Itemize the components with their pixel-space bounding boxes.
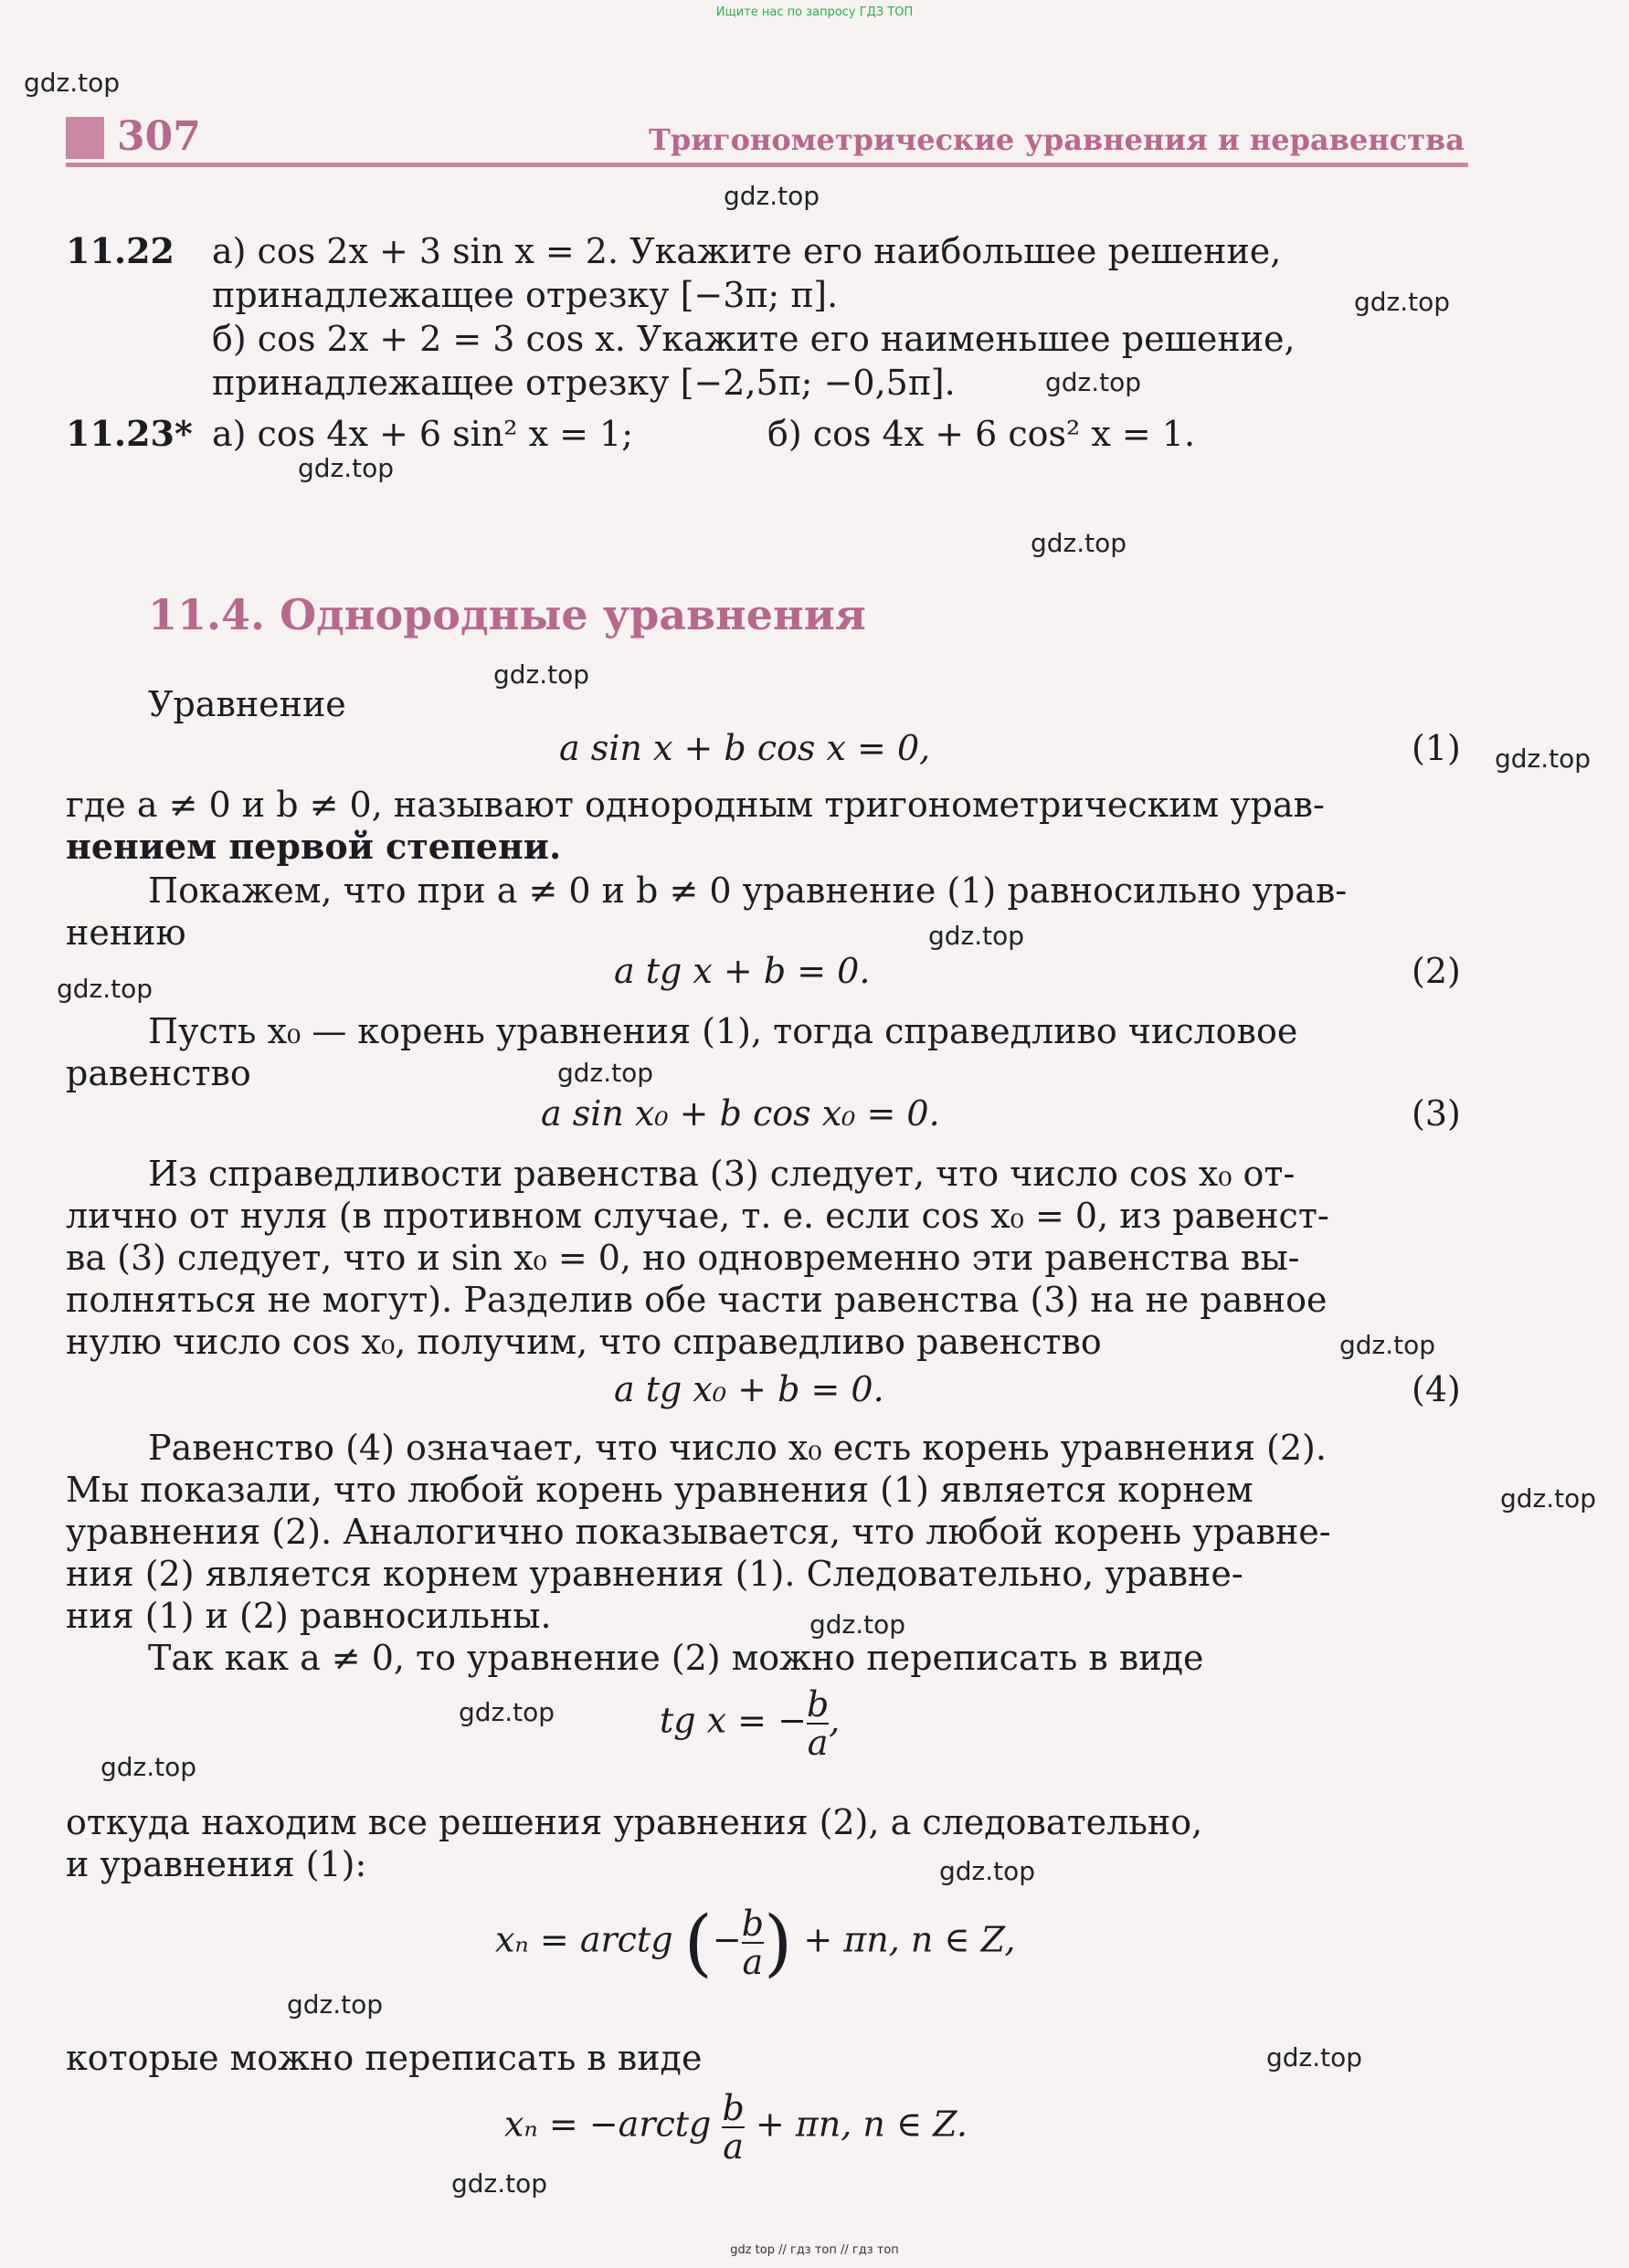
paragraph-text: Пусть x₀ — корень уравнения (1), тогда справедливо числовое xyxy=(148,1011,1298,1051)
watermark: gdz.top xyxy=(939,1856,1036,1886)
fraction-b-over-a xyxy=(722,2090,744,2165)
watermark: gdz.top xyxy=(1045,367,1142,397)
paragraph-text: Из справедливости равенства (3) следует, что число cos x₀ от- xyxy=(148,1154,1296,1194)
paragraph-text: Уравнение xyxy=(148,684,346,724)
equation-number-1: (1) xyxy=(1412,728,1461,768)
watermark: gdz.top xyxy=(459,1697,555,1727)
fraction-numerator: b xyxy=(741,1904,765,1944)
watermark: gdz.top xyxy=(24,68,121,98)
exercise-11-22-b-line2: принадлежащее отрезку [−2,5π; −0,5π]. xyxy=(212,363,956,403)
exercise-11-22-b-line1: б) cos 2x + 2 = 3 cos x. Укажите его наименьшее решение, xyxy=(212,319,1296,359)
right-paren: ) xyxy=(764,1900,793,1985)
paragraph-text: которые можно переписать в виде xyxy=(66,2038,703,2078)
exercise-11-23-a: а) cos 4x + 6 sin² x = 1; xyxy=(212,414,634,454)
watermark: gdz.top xyxy=(100,1752,197,1782)
fraction-denominator: a xyxy=(807,1723,829,1763)
section-title: 11.4. Однородные уравнения xyxy=(148,590,866,639)
header-rule xyxy=(66,163,1468,167)
equation-2: a tg x + b = 0. xyxy=(614,951,871,991)
watermark: gdz.top xyxy=(1266,2042,1363,2073)
equation-4: a tg x₀ + b = 0. xyxy=(614,1369,884,1409)
watermark: gdz.top xyxy=(451,2168,548,2199)
paragraph-text: откуда находим все решения уравнения (2), а следовательно, xyxy=(66,1802,1203,1842)
watermark: gdz.top xyxy=(298,453,395,483)
fraction-numerator: b xyxy=(806,1684,830,1725)
equation-5-right: , xyxy=(829,1700,841,1741)
exercise-number-11-23: 11.23* xyxy=(66,413,193,454)
watermark: gdz.top xyxy=(1339,1330,1436,1360)
page-number-box xyxy=(66,117,104,159)
equation-5-left: tg x = − xyxy=(660,1700,807,1741)
running-head: Тригонометрические уравнения и неравенства xyxy=(649,122,1465,157)
fraction-b-over-a xyxy=(742,1905,764,1980)
paragraph-text: лично от нуля (в противном случае, т. е. если cos x₀ = 0, из равенст- xyxy=(66,1196,1329,1236)
paragraph-text: и уравнения (1): xyxy=(66,1844,367,1884)
paragraph-text: ния (1) и (2) равносильны. xyxy=(66,1596,552,1636)
equation-6-left: xₙ = arctg xyxy=(495,1919,673,1960)
equation-number-2: (2) xyxy=(1412,951,1461,991)
top-banner: Ищите нас по запросу ГДЗ ТОП xyxy=(715,5,914,19)
paragraph-text: нению xyxy=(66,912,186,953)
paragraph-text: равенство xyxy=(66,1053,251,1093)
page-number: 307 xyxy=(117,113,201,160)
equation-3: a sin x₀ + b cos x₀ = 0. xyxy=(541,1093,940,1134)
watermark: gdz.top xyxy=(1500,1483,1597,1514)
watermark: gdz.top xyxy=(557,1058,654,1088)
exercise-11-22-a-line2: принадлежащее отрезку [−3π; π]. xyxy=(212,275,839,315)
paragraph-text: Так как a ≠ 0, то уравнение (2) можно переписать в виде xyxy=(148,1638,1204,1678)
watermark: gdz.top xyxy=(1031,528,1127,558)
watermark: gdz.top xyxy=(724,181,820,211)
equation-7 xyxy=(504,2090,968,2165)
equation-number-4: (4) xyxy=(1412,1369,1461,1409)
watermark: gdz.top xyxy=(809,1609,906,1640)
watermark: gdz.top xyxy=(1354,287,1451,317)
equation-1: a sin x + b cos x = 0, xyxy=(559,728,931,768)
paragraph-text: Равенство (4) означает, что число x₀ есть корень уравнения (2). xyxy=(148,1428,1327,1468)
equation-5 xyxy=(660,1686,840,1761)
equation-6: xₙ = arctg (− $\frac{b}{a}$ ) + πn, n ∈ Z, xyxy=(495,1900,1016,1985)
fraction-denominator: a xyxy=(723,2126,744,2167)
left-paren: ( xyxy=(683,1900,713,1985)
paragraph-text: ния (2) является корнем уравнения (1). Следовательно, уравне- xyxy=(66,1554,1243,1594)
exercise-11-22-a-line1: а) cos 2x + 3 sin x = 2. Укажите его наибольшее решение, xyxy=(212,231,1282,271)
equation-6-right: + πn, n ∈ Z, xyxy=(803,1919,1016,1960)
fraction-numerator: b xyxy=(722,2088,745,2128)
equation-number-3: (3) xyxy=(1412,1093,1461,1134)
paragraph-text: Мы показали, что любой корень уравнения (1) является корнем xyxy=(66,1470,1253,1510)
fraction-denominator: a xyxy=(742,1942,764,1982)
equation-7-right: + πn, n ∈ Z. xyxy=(755,2104,968,2145)
watermark: gdz.top xyxy=(57,974,153,1004)
paragraph-text: ва (3) следует, что и sin x₀ = 0, но одновременно эти равенства вы- xyxy=(66,1238,1300,1278)
paragraph-text: нулю число cos x₀, получим, что справедливо равенство xyxy=(66,1322,1102,1362)
paragraph-text: Покажем, что при a ≠ 0 и b ≠ 0 уравнение (1) равносильно урав- xyxy=(148,870,1348,911)
paragraph-text-bold: нением первой степени. xyxy=(66,826,562,867)
paragraph-text: где a ≠ 0 и b ≠ 0, называют однородным тригонометрическим урав- xyxy=(66,785,1325,825)
paragraph-text: полняться не могут). Разделив обе части равенства (3) на не равное xyxy=(66,1280,1328,1320)
watermark: gdz.top xyxy=(928,921,1025,951)
watermark: gdz.top xyxy=(493,659,590,690)
exercise-number-11-22: 11.22 xyxy=(66,230,175,271)
watermark: gdz.top xyxy=(1495,744,1592,774)
fraction-b-over-a xyxy=(807,1686,829,1761)
equation-7-left: xₙ = −arctg xyxy=(504,2104,712,2145)
bottom-banner: gdz top // гдз топ // гдз топ xyxy=(730,2243,899,2257)
exercise-11-23-b: б) cos 4x + 6 cos² x = 1. xyxy=(767,414,1196,454)
watermark: gdz.top xyxy=(287,1989,384,2020)
paragraph-text: уравнения (2). Аналогично показывается, что любой корень уравне- xyxy=(66,1512,1331,1552)
